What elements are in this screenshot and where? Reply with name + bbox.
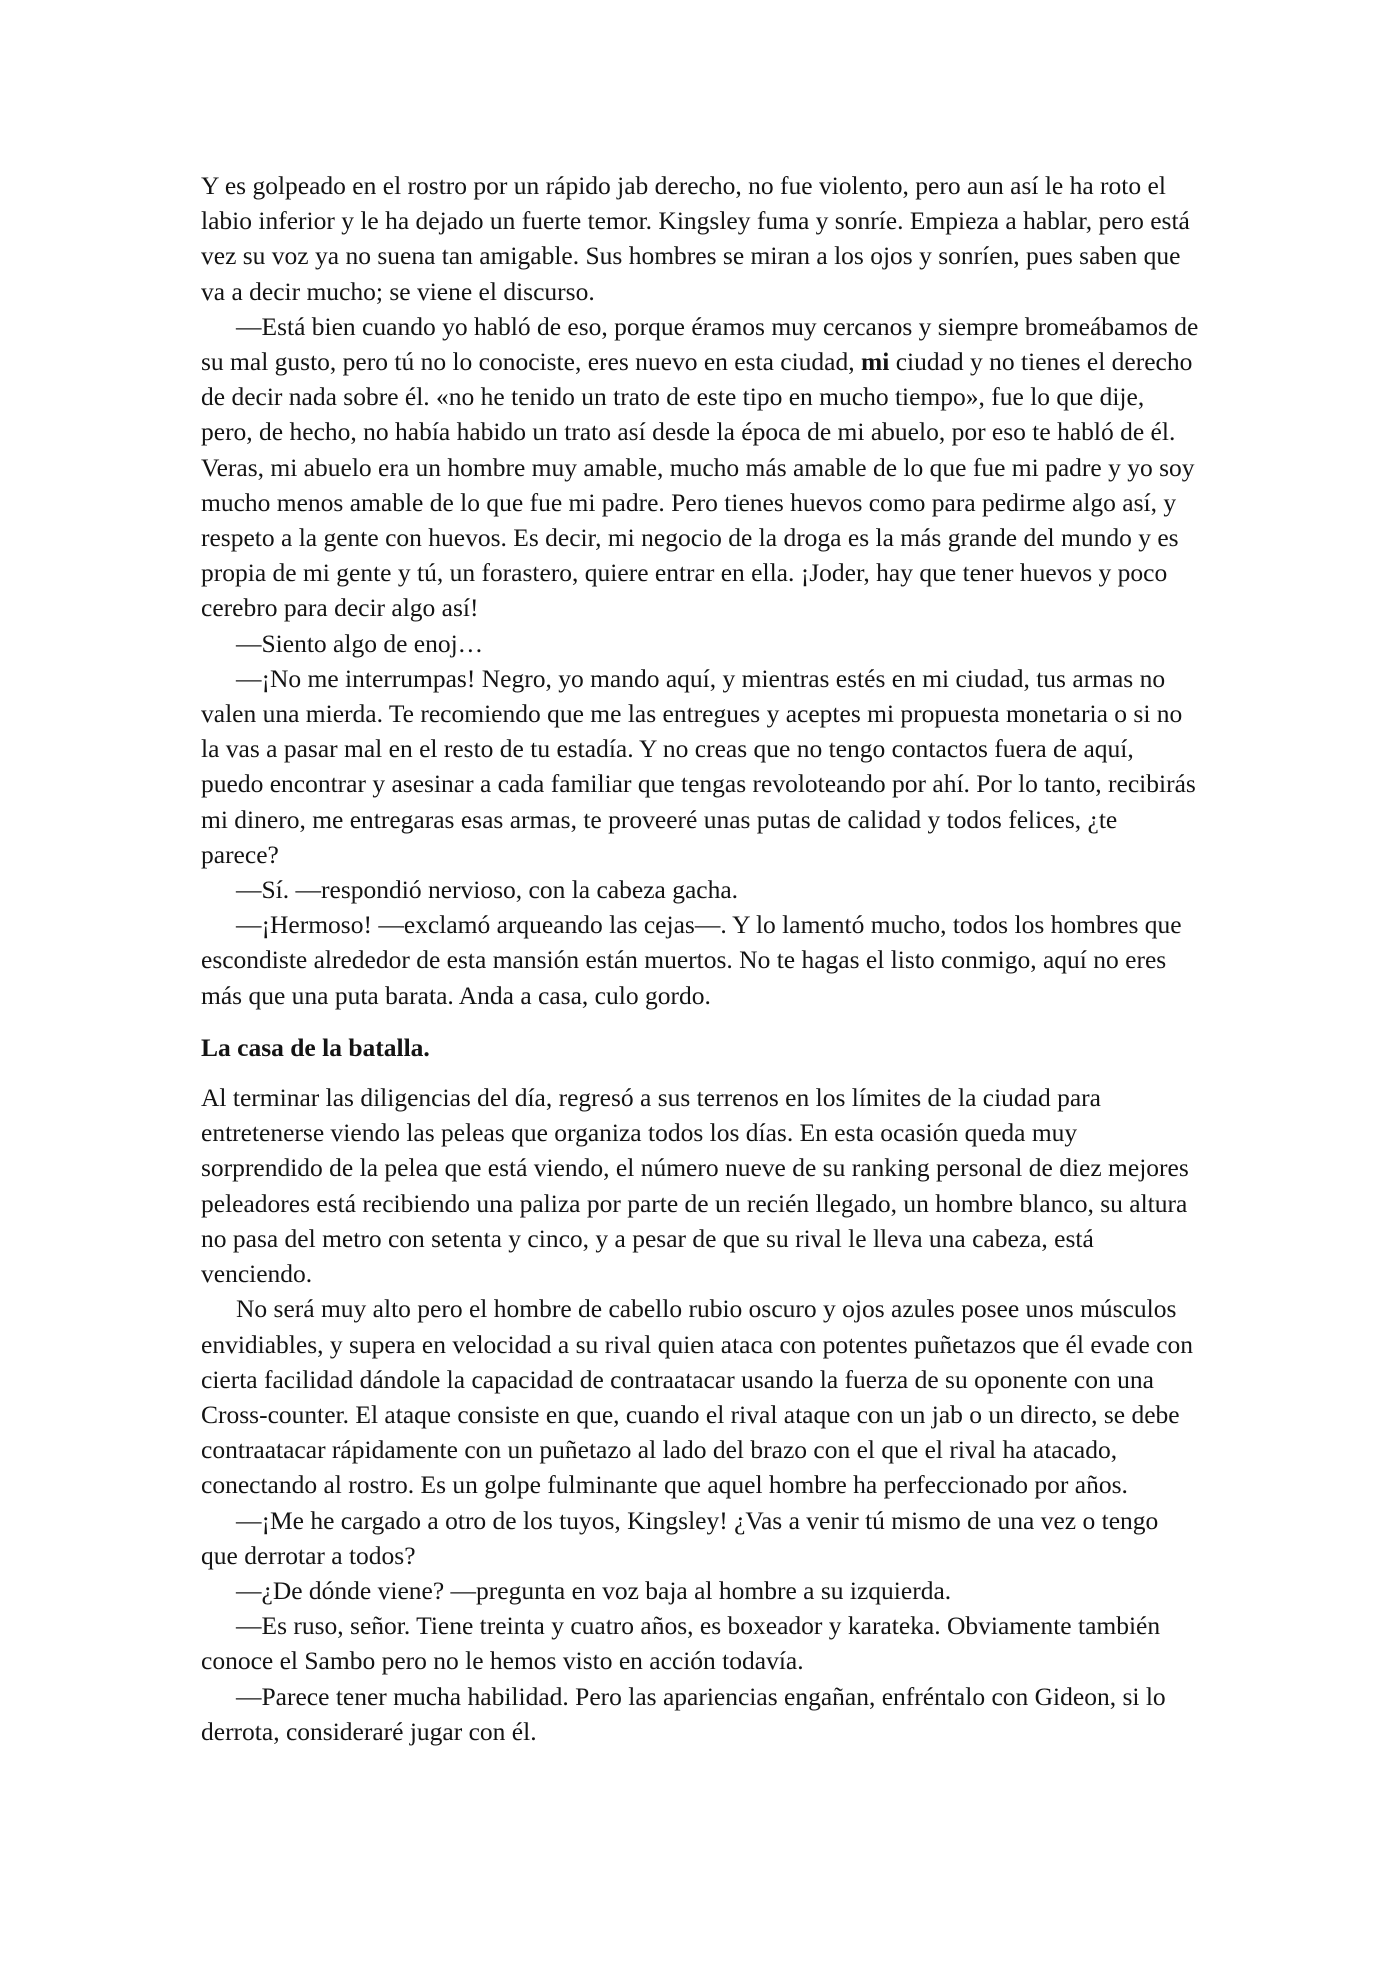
dialogue-paragraph: —¡No me interrumpas! Negro, yo mando aquí, y mientras estés en mi ciudad, tus armas no valen una mierda. Te recomiendo que me las entregues y aceptes mi propuesta monetaria o si no la vas a pasar mal en el resto de tu estadía. Y no creas que no tengo contactos fuera de aquí, puedo encontrar y asesinar a cada familiar que tengas revoloteando por ahí. Por lo tanto, recibirás mi dinero, me entregaras esas armas, te proveeré unas putas de calidad y todos felices, ¿te parece? — [201, 663, 1196, 869]
paragraph: No será muy alto pero el hombre de cabello rubio oscuro y ojos azules posee unos músculos envidiables, y supera en velocidad a su rival quien ataca con potentes puñetazos que él evade con cierta facilidad dándole la capacidad de contraatacar usando la fuerza de su oponente con una Cross-counter. El ataque consiste en que, cuando el rival ataque con un jab o un directo, se debe contraatacar rápidamente con un puñetazo al lado del brazo con el que el rival ha atacado, conectando al rostro. Es un golpe fulminante que aquel hombre ha perfeccionado por años. — [201, 1294, 1193, 1500]
paragraph: Y es golpeado en el rostro por un rápido jab derecho, no fue violento, pero aun así le ha roto el labio inferior y le ha dejado un fuerte temor. Kingsley fuma y sonríe. Empieza a hablar, pero está vez su voz ya no suena tan amigable. Sus hombres se miran a los ojos y sonríen, pues saben que va a decir mucho; se viene el discurso. — [201, 171, 1190, 306]
text-run: ciudad y no tienes el derecho de decir nada sobre él. «no he tenido un trato de este tipo en mucho tiempo», fue lo que dije, pero, de hecho, no había habido un trato así desde la época de mi abuelo, por eso te habló de él. Veras, mi abuelo era un hombre muy amable, mucho más amable de lo que fue mi padre y yo soy mucho menos amable de lo que fue mi padre. Pero tienes huevos como para pedirme algo así, y respeto a la gente con huevos. Es decir, mi negocio de la droga es la más grande del mundo y es propia de mi gente y tú, un forastero, quiere entrar en ella. ¡Joder, hay que tener huevos y poco cerebro para decir algo así! — [201, 347, 1195, 623]
dialogue-paragraph: —Parece tener mucha habilidad. Pero las apariencias engañan, enfréntalo con Gideon, si lo derrota, consideraré jugar con él. — [201, 1681, 1166, 1746]
text-run: —Está bien cuando yo habló de eso, porque éramos muy cercanos y siempre bromeábamos de su mal gusto, pero tú no lo conociste, eres nuevo en esta ciudad, — [201, 311, 1199, 377]
dialogue-paragraph: —¿De dónde viene? —pregunta en voz baja al hombre a su izquierda. — [236, 1575, 952, 1605]
body-text — [201, 168, 1201, 1749]
dialogue-paragraph: —¡Me he cargado a otro de los tuyos, Kingsley! ¿Vas a venir tú mismo de una vez o tengo que derrotar a todos? — [201, 1505, 1159, 1570]
dialogue-paragraph — [201, 309, 1201, 626]
bold-word: mi — [861, 347, 890, 377]
section-heading: La casa de la batalla. — [201, 1032, 430, 1062]
dialogue-paragraph: —Siento algo de enoj… — [236, 628, 484, 658]
dialogue-paragraph: —Es ruso, señor. Tiene treinta y cuatro años, es boxeador y karateka. Obviamente también conoce el Sambo pero no le hemos visto en acción todavía. — [201, 1611, 1161, 1676]
dialogue-paragraph: —Sí. —respondió nervioso, con la cabeza gacha. — [236, 875, 739, 905]
dialogue-paragraph: —¡Hermoso! —exclamó arqueando las cejas—. Y lo lamentó mucho, todos los hombres que escondiste alrededor de esta mansión están muertos. No te hagas el listo conmigo, aquí no eres más que una puta barata. Anda a casa, culo gordo. — [201, 910, 1182, 1010]
paragraph: Al terminar las diligencias del día, regresó a sus terrenos en los límites de la ciudad para entretenerse viendo las peleas que organiza todos los días. En esta ocasión queda muy sorprendido de la pelea que está viendo, el número nueve de su ranking personal de diez mejores peleadores está recibiendo una paliza por parte de un recién llegado, un hombre blanco, su altura no pasa del metro con setenta y cinco, y a pesar de que su rival le lleva una cabeza, está venciendo. — [201, 1083, 1189, 1289]
